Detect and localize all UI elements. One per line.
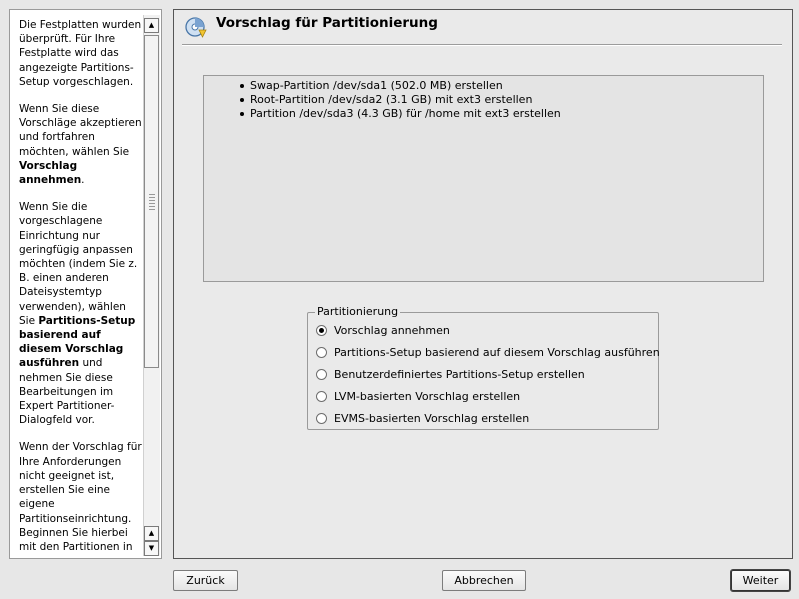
radio-button[interactable]	[316, 391, 327, 402]
radio-button[interactable]	[316, 325, 327, 336]
partitioning-group	[307, 305, 660, 430]
back-button[interactable]: Zurück	[173, 570, 238, 591]
help-text-run: Wenn Sie diese Vorschläge akzeptieren und fortfahren möchten, wählen Sie	[19, 103, 142, 158]
arrow-up-icon[interactable]: ▲	[144, 18, 159, 33]
group-label: Partitionierung	[317, 305, 399, 318]
proposal-item-text: Root-Partition /dev/sda2 (3.1 GB) mit ext3 erstellen	[250, 93, 533, 106]
help-paragraph	[19, 18, 143, 89]
main-panel	[173, 9, 793, 559]
radio-button[interactable]	[316, 347, 327, 358]
scroll-thumb[interactable]	[144, 35, 159, 368]
abort-button[interactable]: Abbrechen	[442, 570, 526, 591]
bullet-icon	[240, 98, 244, 102]
help-paragraph	[19, 440, 143, 554]
radio-label[interactable]: Benutzerdefiniertes Partitions-Setup erstellen	[334, 368, 585, 381]
help-paragraph	[19, 200, 143, 427]
radio-label[interactable]: Partitions-Setup basierend auf diesem Vorschlag ausführen	[334, 346, 660, 359]
help-text-run: Die Festplatten wurden überprüft. Für Ihre Festplatte wird das angezeigte Partitions-Setup vorgeschlagen.	[19, 19, 142, 88]
proposal-item	[237, 107, 763, 121]
help-text-run: und nehmen Sie diese Bearbeitungen im Expert Partitioner-Dialogfeld vor.	[19, 357, 115, 427]
disk-partition-icon	[184, 16, 208, 40]
help-text-run: Wenn Sie die vorgeschlagene Einrichtung nur geringfügig anpassen möchten (indem Sie z. B. einen anderen Dateisystemtyp verwenden), wählen Sie	[19, 201, 138, 327]
arrow-up-icon[interactable]: ▲	[144, 526, 159, 541]
help-bold-term: Partitions-Setup basierend auf diesem Vorschlag ausführen	[19, 314, 136, 370]
help-bold-term: Vorschlag annehmen	[19, 159, 82, 187]
help-text-run: .	[81, 174, 85, 187]
page-title: Vorschlag für Partitionierung	[216, 15, 438, 31]
proposal-list	[203, 75, 764, 282]
help-paragraph	[19, 102, 143, 187]
radio-button[interactable]	[316, 413, 327, 424]
help-text-run: Wenn der Vorschlag für Ihre Anforderungen nicht geeignet ist, erstellen Sie eine eigene Partitionseinrichtung. Beginnen Sie hierbei mit den Partitionen in	[19, 441, 142, 553]
radio-label[interactable]: EVMS-basierten Vorschlag erstellen	[334, 412, 530, 425]
bullet-icon	[240, 84, 244, 88]
bullet-icon	[240, 112, 244, 116]
proposal-item	[237, 93, 763, 107]
radio-label[interactable]: LVM-basierten Vorschlag erstellen	[334, 390, 521, 403]
next-button[interactable]: Weiter	[731, 570, 790, 591]
radio-label[interactable]: Vorschlag annehmen	[334, 324, 450, 337]
proposal-item-text: Swap-Partition /dev/sda1 (502.0 MB) erstellen	[250, 79, 503, 92]
radio-button[interactable]	[316, 369, 327, 380]
help-pane	[9, 9, 162, 559]
arrow-down-icon[interactable]: ▼	[144, 541, 159, 556]
help-text	[19, 18, 143, 559]
proposal-item	[237, 79, 763, 93]
title-separator	[182, 44, 782, 46]
help-scrollbar[interactable]	[143, 15, 160, 556]
proposal-item-text: Partition /dev/sda3 (4.3 GB) für /home mit ext3 erstellen	[250, 107, 561, 120]
